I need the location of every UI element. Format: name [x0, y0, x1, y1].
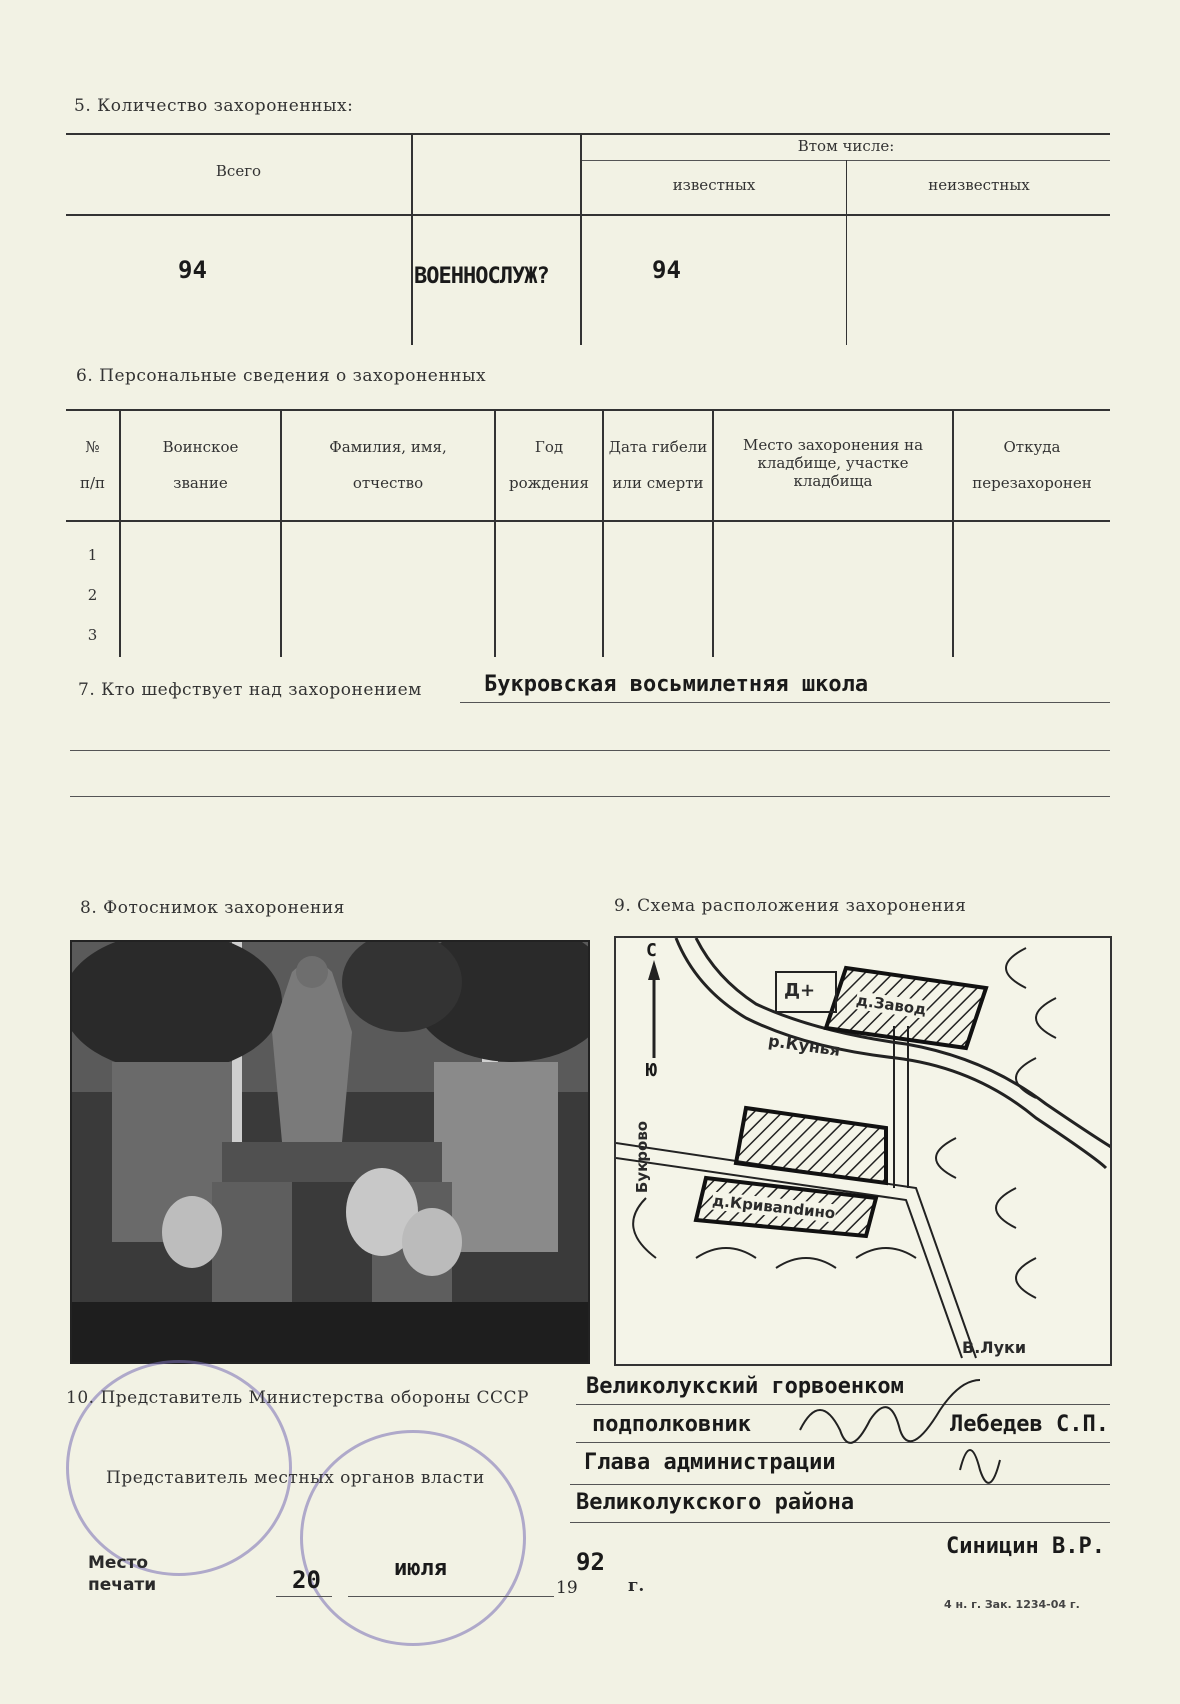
- value-known: 94: [652, 256, 681, 284]
- memorial-photo: [70, 940, 590, 1364]
- south-label: Ю: [646, 1060, 657, 1081]
- mil-line1: Великолукский горвоенком: [586, 1374, 904, 1399]
- river-label: р.Кунья: [767, 1031, 842, 1060]
- section6-title: 6. Персональные сведения о захороненных: [76, 366, 487, 386]
- location-scheme: [614, 936, 1112, 1366]
- seal-stamp: [300, 1430, 526, 1646]
- table-row: 2: [87, 586, 98, 604]
- seal-place: Место печати: [88, 1553, 157, 1595]
- signature-line: [570, 1522, 1110, 1523]
- header-reburied-from: Откуда перезахоронен: [972, 438, 1092, 492]
- table5-col-divider: [580, 133, 582, 345]
- section7-title: 7. Кто шефствует над захоронением: [78, 680, 422, 700]
- header-burial-place: Место захоронения на кладбище, участке кладбища: [742, 436, 924, 490]
- patron-underline: [460, 702, 1110, 703]
- section5-title: 5. Количество захороненных:: [74, 96, 354, 116]
- section8-title: 8. Фотоснимок захоронения: [80, 898, 345, 918]
- road-bottom-label: В.Луки: [962, 1338, 1027, 1357]
- value-total: 94: [178, 256, 207, 284]
- table5-col-divider: [846, 160, 847, 345]
- north-label: С: [646, 940, 657, 961]
- date-line: [348, 1596, 554, 1597]
- table-row: 3: [87, 626, 98, 644]
- value-category: ВОЕННОСЛУЖ?: [414, 264, 549, 289]
- blank-line: [70, 750, 1110, 751]
- mil-line2: подполковник: [592, 1412, 751, 1437]
- table5-header-border: [66, 214, 1110, 216]
- patron-value: Букровская восьмилетняя школа: [484, 672, 869, 697]
- print-footer: 4 н. г. Зак. 1234-04 г.: [944, 1598, 1080, 1611]
- header-full-name: Фамилия, имя, отчество: [329, 438, 447, 492]
- mil-name: Лебедев С.П.: [950, 1412, 1109, 1437]
- marker-label: Д+: [784, 980, 816, 1001]
- col-incl-header: Втом числе:: [797, 137, 895, 155]
- local-authority-title: Представитель местных органов власти: [106, 1468, 485, 1488]
- col-known-header: известных: [672, 176, 756, 194]
- year-g: г.: [628, 1576, 645, 1596]
- table-row: 1: [87, 546, 98, 564]
- signature-line: [570, 1484, 1110, 1485]
- header-birth-year: Год рождения: [508, 438, 589, 492]
- col-unknown-header: неизвестных: [928, 176, 1030, 194]
- local-line1: Глава администрации: [584, 1450, 836, 1475]
- year-prefix: 19: [556, 1578, 578, 1598]
- local-line2: Великолукского района: [576, 1490, 855, 1515]
- local-name: Синицин В.Р.: [946, 1534, 1105, 1559]
- section9-title: 9. Схема расположения захоронения: [614, 896, 967, 916]
- table5-col-divider: [411, 133, 413, 345]
- header-death-date: Дата гибели или смерти: [608, 438, 708, 492]
- date-day: 20: [292, 1566, 321, 1594]
- section10-title: 10. Представитель Министерства обороны СССР: [66, 1388, 529, 1408]
- date-line: [276, 1596, 332, 1597]
- header-number: № п/п: [79, 438, 106, 492]
- road-left-label: Букрово: [633, 1120, 652, 1194]
- header-rank: Воинское звание: [162, 438, 239, 492]
- year-suffix: 92: [576, 1548, 605, 1576]
- col-total-header: Всего: [215, 162, 262, 180]
- date-month: июля: [394, 1556, 447, 1581]
- village2-label: д.Криваndино: [711, 1191, 837, 1223]
- blank-line: [70, 796, 1110, 797]
- village1-label: д.Завод: [855, 991, 928, 1019]
